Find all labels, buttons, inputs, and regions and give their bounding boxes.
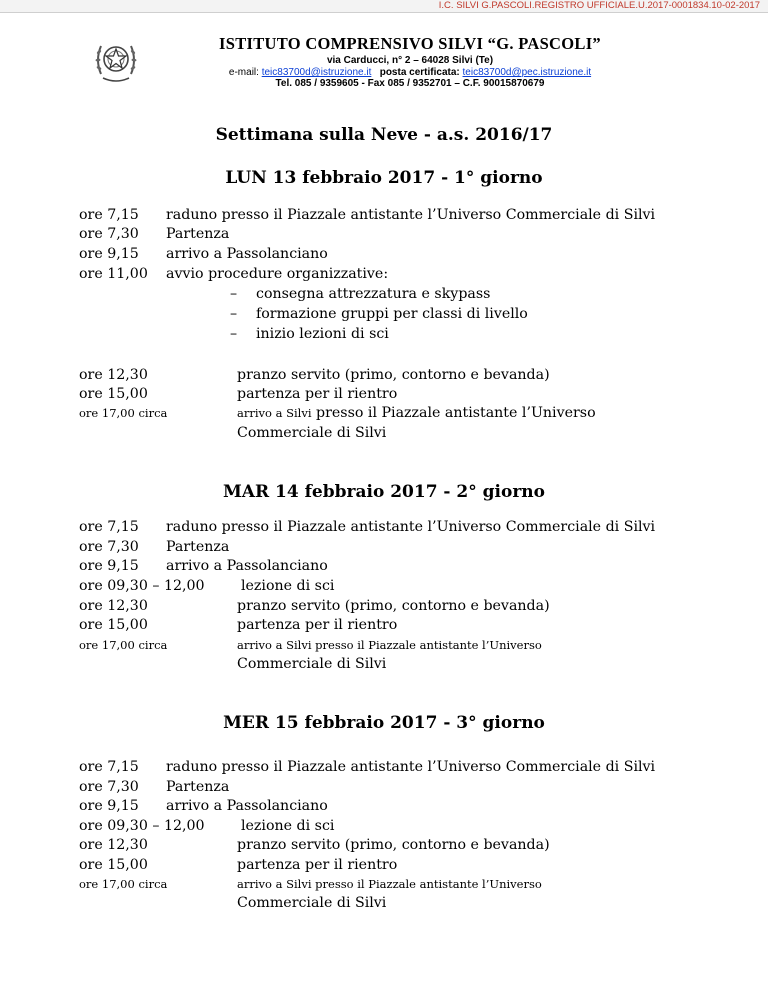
schedule-time: ore 15,00	[79, 617, 148, 633]
schedule-time: ore 09,30 – 12,00	[79, 578, 205, 594]
school-contacts: Tel. 085 / 9359605 - Fax 085 / 9352701 – C.F. 90015870679	[275, 78, 545, 89]
pec-label: posta certificata:	[379, 67, 460, 78]
schedule-activity: arrivo a Silvi presso il Piazzale antistante l’Universo	[237, 638, 542, 652]
schedule-activity: pranzo servito (primo, contorno e bevanda)	[237, 837, 550, 853]
schedule-activity: partenza per il rientro	[237, 617, 398, 633]
schedule-activity: arrivo a Silvi presso il Piazzale antistante l’Universo	[237, 405, 596, 421]
schedule-time: ore 12,30	[79, 367, 148, 383]
protocol-bar	[0, 0, 768, 13]
schedule-activity-cont: Commerciale di Silvi	[237, 895, 387, 911]
schedule-time: ore 9,15	[79, 558, 139, 574]
school-email-line	[150, 67, 670, 78]
schedule-time: ore 7,15	[79, 519, 139, 535]
school-name: ISTITUTO COMPRENSIVO SILVI “G. PASCOLI”	[219, 34, 601, 53]
schedule-time: ore 9,15	[79, 798, 139, 814]
schedule-time: ore 7,15	[79, 207, 139, 223]
schedule-activity-cont: Commerciale di Silvi	[237, 425, 387, 441]
schedule-activity: pranzo servito (primo, contorno e bevanda)	[237, 367, 550, 383]
email-label: e-mail:	[228, 67, 259, 78]
schedule-time: ore 12,30	[79, 837, 148, 853]
schedule-time: ore 17,00 circa	[79, 638, 168, 652]
schedule-activity: lezione di sci	[241, 818, 335, 834]
day-heading: LUN 13 febbraio 2017 - 1° giorno	[225, 168, 543, 188]
schedule-time: ore 11,00	[79, 266, 148, 282]
schedule-activity: raduno presso il Piazzale antistante l’Universo Commerciale di Silvi	[166, 759, 656, 775]
sub-list-item: – consegna attrezzatura e skypass	[230, 286, 491, 302]
protocol-number: I.C. SILVI G.PASCOLI.REGISTRO UFFICIALE.U.2017-0001834.10-02-2017	[438, 0, 760, 11]
schedule-time: ore 7,15	[79, 759, 139, 775]
schedule-activity: pranzo servito (primo, contorno e bevanda)	[237, 598, 550, 614]
schedule-time: ore 7,30	[79, 779, 139, 795]
schedule-time: ore 09,30 – 12,00	[79, 818, 205, 834]
schedule-time: ore 15,00	[79, 857, 148, 873]
schedule-activity: arrivo a Passolanciano	[166, 246, 328, 262]
schedule-activity-cont: Commerciale di Silvi	[237, 656, 387, 672]
schedule-time: ore 17,00 circa	[79, 877, 168, 891]
sub-list-item: – formazione gruppi per classi di livello	[230, 306, 528, 322]
schedule-activity: partenza per il rientro	[237, 857, 398, 873]
schedule-time: ore 12,30	[79, 598, 148, 614]
schedule-activity: arrivo a Silvi presso il Piazzale antistante l’Universo	[237, 877, 542, 891]
document-title: Settimana sulla Neve - a.s. 2016/17	[215, 125, 553, 145]
schedule-time: ore 9,15	[79, 246, 139, 262]
schedule-activity: lezione di sci	[241, 578, 335, 594]
schedule-activity: partenza per il rientro	[237, 386, 398, 402]
pec-link[interactable]: teic83700d@pec.istruzione.it	[462, 67, 592, 78]
schedule-time: ore 7,30	[79, 226, 139, 242]
schedule-time: ore 15,00	[79, 386, 148, 402]
schedule-activity: arrivo a Passolanciano	[166, 798, 328, 814]
schedule-activity: raduno presso il Piazzale antistante l’Universo Commerciale di Silvi	[166, 207, 656, 223]
schedule-time: ore 17,00 circa	[79, 406, 168, 420]
schedule-activity: Partenza	[166, 539, 230, 555]
day-heading: MAR 14 febbraio 2017 - 2° giorno	[222, 482, 545, 502]
schedule-time: ore 7,30	[79, 539, 139, 555]
email-link[interactable]: teic83700d@istruzione.it	[261, 67, 372, 78]
schedule-activity: Partenza	[166, 779, 230, 795]
sub-list-item: – inizio lezioni di sci	[230, 326, 389, 342]
schedule-activity: Partenza	[166, 226, 230, 242]
italian-republic-emblem-icon	[93, 34, 139, 84]
schedule-activity: raduno presso il Piazzale antistante l’Universo Commerciale di Silvi	[166, 519, 656, 535]
school-address: via Carducci, n° 2 – 64028 Silvi (Te)	[326, 55, 494, 66]
schedule-activity: arrivo a Passolanciano	[166, 558, 328, 574]
day-heading: MER 15 febbraio 2017 - 3° giorno	[223, 713, 545, 733]
schedule-activity: avvio procedure organizzative:	[166, 266, 389, 282]
